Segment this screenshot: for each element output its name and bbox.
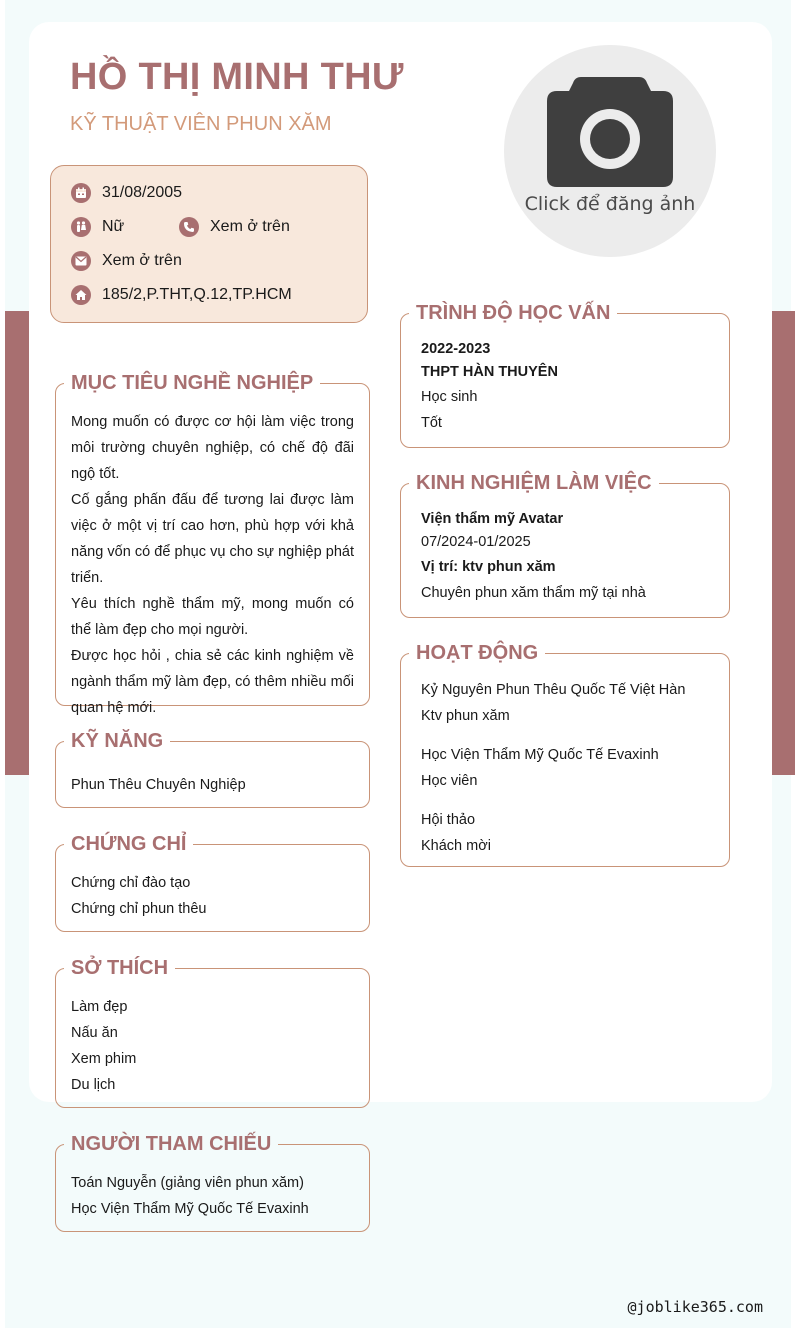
activity-item xyxy=(421,742,714,794)
experience-position: Vị trí: ktv phun xăm xyxy=(421,559,556,575)
hobbies-title: SỞ THÍCH xyxy=(64,954,175,982)
birthday-row xyxy=(71,183,182,203)
skills-section xyxy=(55,730,370,808)
education-role: Học sinh xyxy=(421,389,478,405)
certificates-section xyxy=(55,833,370,932)
experience-description: Chuyên phun xăm thẩm mỹ tại nhà xyxy=(421,585,646,601)
birthday-value: 31/08/2005 xyxy=(102,184,183,201)
phone-row xyxy=(179,217,290,237)
experience-period: 07/2024-01/2025 xyxy=(421,534,531,550)
contact-info-box xyxy=(50,165,368,323)
activity-item xyxy=(421,677,714,729)
education-period: 2022-2023 xyxy=(421,341,491,357)
hobby-item: Nấu ăn xyxy=(71,1025,118,1041)
objective-section xyxy=(55,372,370,716)
activity-role: Khách mời xyxy=(421,838,491,854)
address-value: 185/2,P.THT,Q.12,TP.HCM xyxy=(102,286,292,303)
education-title: TRÌNH ĐỘ HỌC VẤN xyxy=(409,299,617,327)
avatar-upload-label: Click để đăng ảnh xyxy=(524,193,696,215)
hobby-item: Du lịch xyxy=(71,1077,116,1093)
experience-title: KINH NGHIỆM LÀM VIỆC xyxy=(409,469,659,497)
education-result: Tốt xyxy=(421,415,442,431)
decorative-band-right xyxy=(772,311,795,775)
gender-icon xyxy=(71,217,91,237)
certificates-title: CHỨNG CHỈ xyxy=(64,830,193,858)
candidate-name: HỒ THỊ MINH THƯ xyxy=(70,56,404,98)
activity-name: Hội thảo xyxy=(421,812,476,828)
hobbies-section xyxy=(55,957,370,1108)
certificate-item: Chứng chỉ đào tạo xyxy=(71,875,191,891)
education-school: THPT HÀN THUYÊN xyxy=(421,364,558,380)
footer-watermark: @joblike365.com xyxy=(627,1298,763,1316)
references-title: NGƯỜI THAM CHIẾU xyxy=(64,1130,278,1158)
hobby-item: Làm đẹp xyxy=(71,999,128,1015)
gender-row xyxy=(71,217,124,237)
certificate-item: Chứng chỉ phun thêu xyxy=(71,901,207,917)
phone-value: Xem ở trên xyxy=(210,218,290,235)
experience-company: Viện thẩm mỹ Avatar xyxy=(421,511,564,527)
activity-name: Học Viện Thẩm Mỹ Quốc Tế Evaxinh xyxy=(421,747,659,763)
education-section xyxy=(400,302,730,448)
avatar-upload[interactable] xyxy=(504,45,716,257)
job-title: KỸ THUẬT VIÊN PHUN XĂM xyxy=(70,113,332,135)
skill-item: Phun Thêu Chuyên Nghiệp xyxy=(71,777,246,793)
email-row xyxy=(71,251,182,271)
reference-item: Học Viện Thẩm Mỹ Quốc Tế Evaxinh xyxy=(71,1201,309,1217)
objective-body xyxy=(71,409,354,721)
hobby-item: Xem phim xyxy=(71,1051,137,1067)
experience-section xyxy=(400,472,730,618)
address-row xyxy=(71,285,292,305)
email-value: Xem ở trên xyxy=(102,252,182,269)
phone-icon xyxy=(179,217,199,237)
gender-value: Nữ xyxy=(102,218,125,235)
activities-section xyxy=(400,642,730,867)
references-section xyxy=(55,1133,370,1232)
calendar-icon xyxy=(71,183,91,203)
activity-item xyxy=(421,807,714,859)
decorative-band-left xyxy=(5,311,29,775)
envelope-icon xyxy=(71,251,91,271)
camera-icon xyxy=(547,77,673,187)
objective-title: MỤC TIÊU NGHỀ NGHIỆP xyxy=(64,369,320,397)
objective-paragraph: Yêu thích nghề thẩm mỹ, mong muốn có thể làm đẹp cho mọi người. xyxy=(71,596,354,638)
objective-paragraph: Được học hỏi , chia sẻ các kinh nghiệm về ngành thẩm mỹ làm đẹp, có thêm nhiều mối quan hệ mới. xyxy=(71,648,354,716)
home-icon xyxy=(71,285,91,305)
objective-paragraph: Mong muốn có được cơ hội làm việc trong môi trường chuyên nghiệp, có chế độ đãi ngộ tốt. xyxy=(71,414,354,482)
reference-item: Toán Nguyễn (giảng viên phun xăm) xyxy=(71,1175,304,1191)
skills-title: KỸ NĂNG xyxy=(64,727,170,755)
activity-name: Kỷ Nguyên Phun Thêu Quốc Tế Việt Hàn xyxy=(421,682,686,698)
activity-role: Ktv phun xăm xyxy=(421,708,510,724)
objective-paragraph: Cố gắng phấn đấu để tương lai được làm việc ở một vị trí cao hơn, phù hợp với khả năng vốn có để phục vụ cho sự nghiệp phát triển. xyxy=(71,492,354,586)
activities-title: HOẠT ĐỘNG xyxy=(409,639,545,667)
activity-role: Học viên xyxy=(421,773,478,789)
